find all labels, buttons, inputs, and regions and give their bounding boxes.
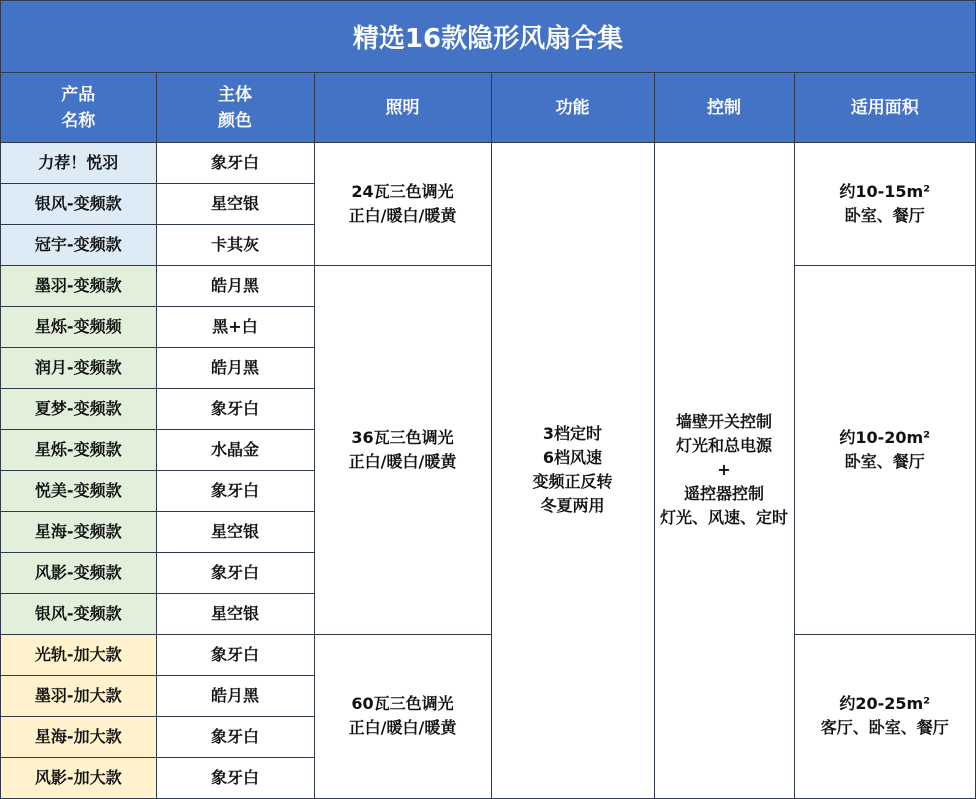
product-color-cell: 黑+白: [156, 307, 314, 348]
lighting-cell: 36瓦三色调光 正白/暖白/暖黄: [314, 266, 491, 635]
table-row: [1, 143, 975, 184]
header-product-name: 产品 名称: [1, 73, 156, 143]
area-cell: 约10-15m² 卧室、餐厅: [794, 143, 975, 266]
header-lighting: 照明: [314, 73, 491, 143]
product-name-cell: 风影-加大款: [1, 758, 156, 799]
product-name-cell: 银风-变频款: [1, 184, 156, 225]
product-name-cell: 墨羽-加大款: [1, 676, 156, 717]
product-name-cell: 力荐！悦羽: [1, 143, 156, 184]
product-color-cell: 象牙白: [156, 553, 314, 594]
product-color-cell: 星空银: [156, 184, 314, 225]
control-cell: 墙壁开关控制 灯光和总电源 + 遥控器控制 灯光、风速、定时: [654, 143, 794, 799]
product-name-cell: 星烁-变频频: [1, 307, 156, 348]
product-color-cell: 星空银: [156, 594, 314, 635]
product-color-cell: 象牙白: [156, 471, 314, 512]
product-table: [1, 73, 975, 799]
header-body-color: 主体 颜色: [156, 73, 314, 143]
product-color-cell: 象牙白: [156, 143, 314, 184]
product-color-cell: 象牙白: [156, 635, 314, 676]
product-color-cell: 皓月黑: [156, 348, 314, 389]
header-function: 功能: [491, 73, 654, 143]
area-cell: 约10-20m² 卧室、餐厅: [794, 266, 975, 635]
product-name-cell: 星海-加大款: [1, 717, 156, 758]
header-area: 适用面积: [794, 73, 975, 143]
header-control: 控制: [654, 73, 794, 143]
product-name-cell: 星海-变频款: [1, 512, 156, 553]
lighting-cell: 24瓦三色调光 正白/暖白/暖黄: [314, 143, 491, 266]
product-color-cell: 象牙白: [156, 717, 314, 758]
product-color-cell: 皓月黑: [156, 676, 314, 717]
product-name-cell: 润月-变频款: [1, 348, 156, 389]
table-row: [1, 266, 975, 307]
product-color-cell: 卡其灰: [156, 225, 314, 266]
product-color-cell: 象牙白: [156, 389, 314, 430]
header-row: [1, 73, 975, 143]
product-name-cell: 夏梦-变频款: [1, 389, 156, 430]
product-name-cell: 光轨-加大款: [1, 635, 156, 676]
product-color-cell: 水晶金: [156, 430, 314, 471]
product-name-cell: 风影-变频款: [1, 553, 156, 594]
sheet-title: 精选16款隐形风扇合集: [1, 1, 975, 73]
product-name-cell: 悦美-变频款: [1, 471, 156, 512]
table-row: [1, 635, 975, 676]
area-cell: 约20-25m² 客厅、卧室、餐厅: [794, 635, 975, 799]
product-name-cell: 银风-变频款: [1, 594, 156, 635]
product-color-cell: 皓月黑: [156, 266, 314, 307]
lighting-cell: 60瓦三色调光 正白/暖白/暖黄: [314, 635, 491, 799]
product-name-cell: 星烁-变频款: [1, 430, 156, 471]
product-color-cell: 星空银: [156, 512, 314, 553]
product-name-cell: 墨羽-变频款: [1, 266, 156, 307]
function-cell: 3档定时 6档风速 变频正反转 冬夏两用: [491, 143, 654, 799]
product-color-cell: 象牙白: [156, 758, 314, 799]
product-name-cell: 冠宇-变频款: [1, 225, 156, 266]
